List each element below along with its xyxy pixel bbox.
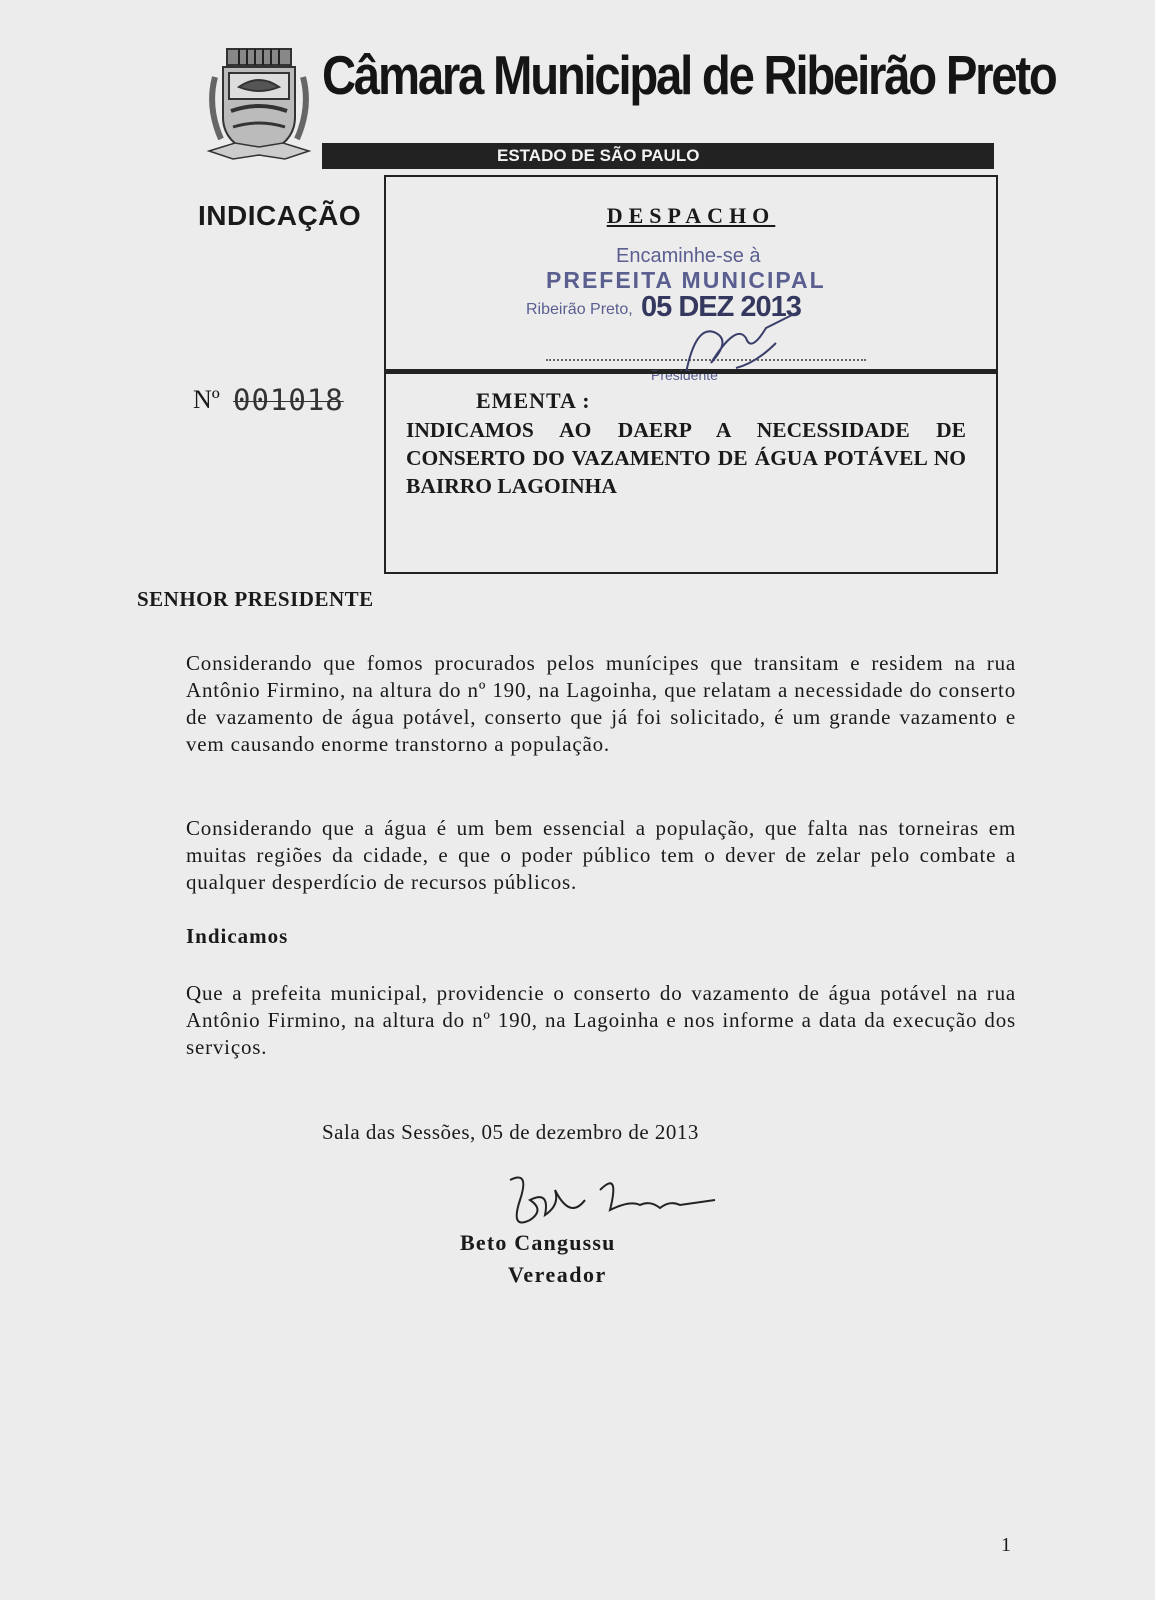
stamp-date: 05 DEZ 2013 [641, 291, 801, 323]
ementa-label: EMENTA : [476, 388, 591, 413]
paragraph-2: Considerando que a água é um bem essencial a população, que falta nas torneiras em muitas regiões da cidade, e que o poder público tem o dever de zelar pelo combate a qualquer desperdício de recursos públicos. [186, 816, 1016, 894]
page-number: 1 [1001, 1534, 1011, 1556]
stamp-line2: PREFEITA MUNICIPAL [546, 267, 826, 293]
signer-role: Vereador [508, 1262, 607, 1287]
place-date: Sala das Sessões, 05 de dezembro de 2013 [322, 1120, 699, 1144]
institution-title: Câmara Municipal de Ribeirão Preto [322, 44, 1056, 106]
state-banner [322, 143, 994, 169]
stamp-city: Ribeirão Preto, [526, 301, 633, 318]
paragraph-1: Considerando que fomos procurados pelos munícipes que transitam e residem na rua Antônio Firmino, na altura do nº 190, na Lagoinha, que relatam a necessidade do conserto de vazamento de água potável, conserto que já foi solicitado, é um grande vazamento e vem causando enorme transtorno a população. [186, 651, 1016, 756]
paragraph-3: Que a prefeita municipal, providencie o conserto do vazamento de água potável na rua Antônio Firmino, na altura do nº 190, na Lagoinha e nos informe a data da execução dos serviços. [186, 981, 1016, 1059]
ementa-box [384, 371, 998, 574]
despacho-title: DESPACHO [606, 203, 776, 228]
document-type: INDICAÇÃO [198, 200, 362, 231]
signer-name: Beto Cangussu [460, 1230, 616, 1255]
stamp-role: Presidente [651, 367, 718, 383]
salutation: SENHOR PRESIDENTE [137, 587, 374, 611]
ementa-text: INDICAMOS AO DAERP A NECESSIDADE DE CONSERTO DO VAZAMENTO DE ÁGUA POTÁVEL NO BAIRRO LAGOINHA [406, 418, 966, 498]
indicamos-heading: Indicamos [186, 924, 289, 948]
despacho-box [384, 175, 998, 383]
document-number [193, 383, 344, 417]
coat-of-arms-icon [205, 47, 313, 167]
state-label: ESTADO DE SÃO PAULO [497, 146, 700, 165]
number-label: Nº [193, 385, 220, 414]
number-value: 001018 [233, 383, 344, 417]
stamp-line1: Encaminhe-se à [616, 245, 761, 267]
